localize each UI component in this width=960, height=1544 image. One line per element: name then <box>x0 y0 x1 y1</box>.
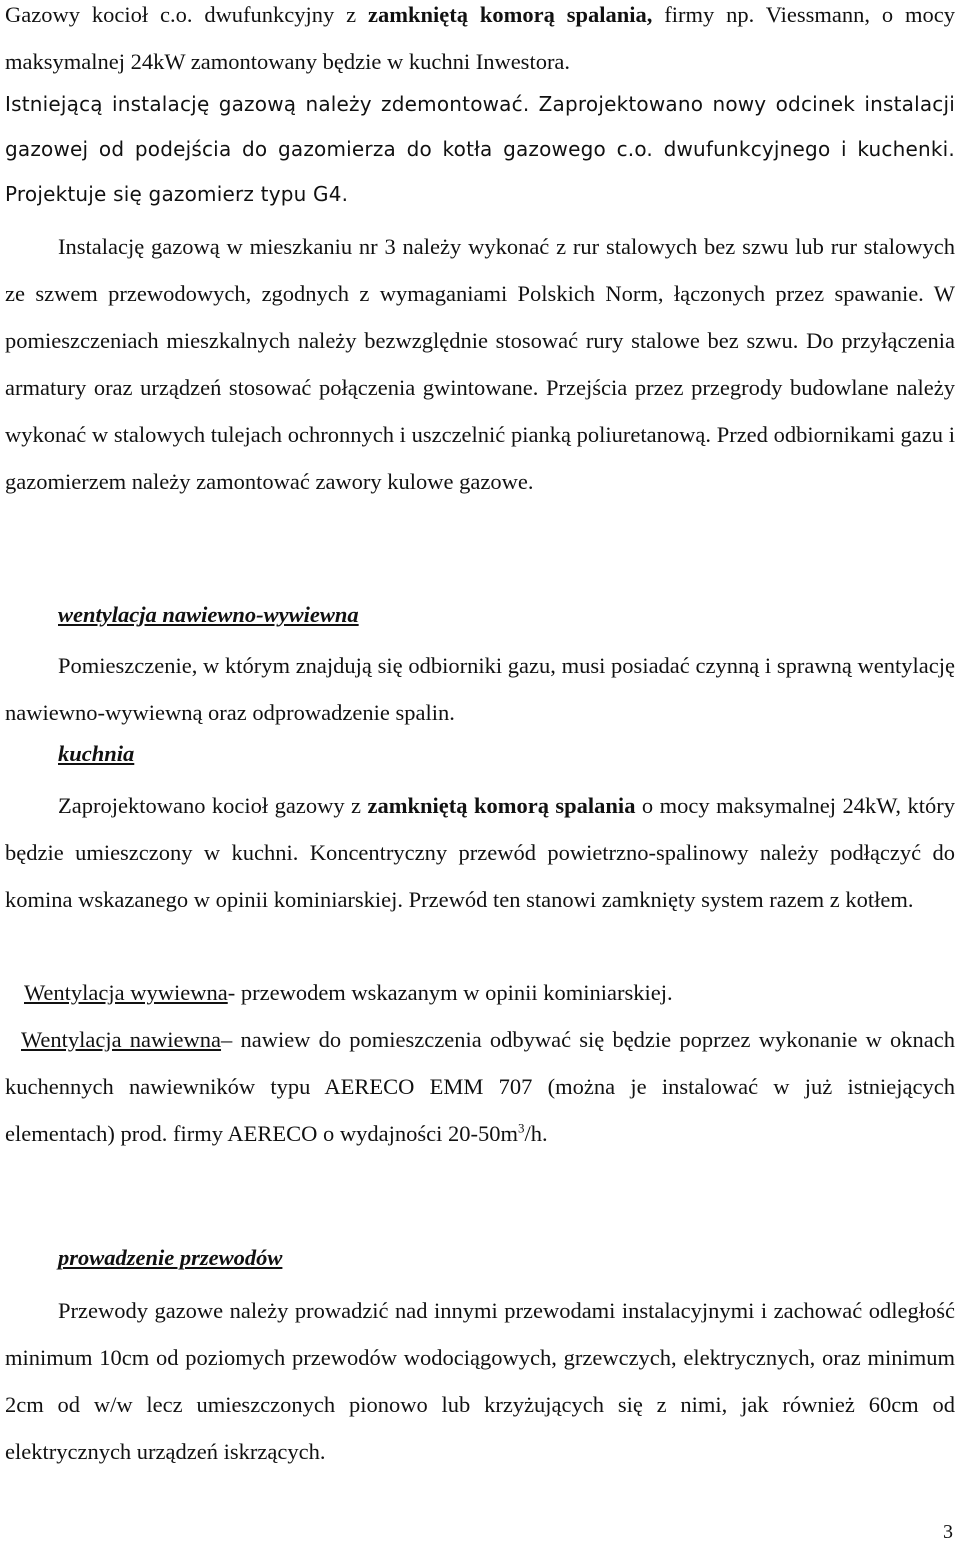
routing-paragraph <box>5 1287 955 1475</box>
page-number: 3 <box>943 1521 953 1543</box>
section-heading-kitchen: kuchnia <box>58 741 135 766</box>
superscript-3: 3 <box>518 1120 525 1136</box>
intro-text: Instalację gazową w mieszkaniu nr 3 należy wykonać z rur stalowych bez szwu lub rur stalowych ze szwem przewodowych, zgodnych z wymaganiami Polskich Norm, łączonych przez spawanie. W pomieszczeniach mieszkalnych należy bezwzględnie stosować rury stalowe bez szwu. Do przyłączenia armatury oraz urządzeń stosować połączenia gwintowane. Przejścia przez przegrody budowlane należy wykonać w stalowych tulejach ochronnych i uszczelnić pianką poliuretanową. Przed odbiornikami gazu i gazomierzem należy zamontować zawory kulowe gazowe. <box>5 234 955 494</box>
intro-text: Istniejącą instalację gazową należy zdemontować. Zaprojektowano nowy odcinek instalacji gazowej od podejścia do gazomierza do kotła gazowego c.o. dwufunkcyjnego i kuchenki. Projektuje się gazomierz typu G4. <box>5 92 955 206</box>
kitchen-text: o mocy maksymalnej 24kW, który będzie umieszczony w kuchni. Koncentryczny przewód powietrzno-spalinowy należy podłączyć do komina wskazanego w opinii kominiarskiej. Przewód ten stanowi zamknięty system razem z kotłem. <box>5 793 956 912</box>
supply-ventilation-paragraph <box>5 1016 955 1157</box>
supply-ventilation-text: – nawiew do pomieszczenia odbywać się będzie poprzez wykonanie w oknach kuchennych nawiewników typu AERECO EMM 707 (można je instalować w już istniejących elementach) prod. firmy AERECO o wydajności 20-50m <box>5 1027 956 1146</box>
intro-paragraph-pipes <box>5 223 955 505</box>
kitchen-paragraph <box>5 782 955 923</box>
intro-text: Gazowy kocioł c.o. dwufunkcyjny z <box>5 2 369 27</box>
exhaust-ventilation-label: Wentylacja wywiewna <box>24 980 228 1005</box>
intro-text: firmy np. Viessmann, o mocy maksymalnej 24kW zamontowany będzie w kuchni Inwestora. <box>5 2 955 74</box>
intro-paragraph-installation <box>5 82 955 217</box>
kitchen-bold-text: zamkniętą komorą spalania <box>367 793 636 818</box>
section-heading-routing: prowadzenie przewodów <box>58 1245 283 1270</box>
intro-paragraph-boiler <box>5 0 955 85</box>
intro-bold-text: zamkniętą komorą spalania, <box>368 2 653 27</box>
section-heading-ventilation: wentylacja nawiewno-wywiewna <box>58 602 359 627</box>
ventilation-text: Pomieszczenie, w którym znajdują się odbiorniki gazu, musi posiadać czynną i sprawną wentylację nawiewno-wywiewną oraz odprowadzenie spalin. <box>5 653 955 725</box>
exhaust-ventilation-text: - przewodem wskazanym w opinii kominiarskiej. <box>227 980 673 1005</box>
kitchen-text: Zaprojektowano kocioł gazowy z <box>58 793 368 818</box>
exhaust-ventilation-line <box>24 969 954 1016</box>
supply-ventilation-unit: /h. <box>524 1121 548 1146</box>
supply-ventilation-label: Wentylacja nawiewna <box>21 1027 222 1052</box>
routing-text: Przewody gazowe należy prowadzić nad innymi przewodami instalacyjnymi i zachować odległość minimum 10cm od poziomych przewodów wodociągowych, grzewczych, elektrycznych, oraz minimum 2cm od w/w lecz umieszczonych pionowo lub krzyżujących się z nimi, jak również 60cm od elektrycznych urządzeń iskrzących. <box>5 1298 955 1464</box>
ventilation-paragraph <box>5 642 955 736</box>
